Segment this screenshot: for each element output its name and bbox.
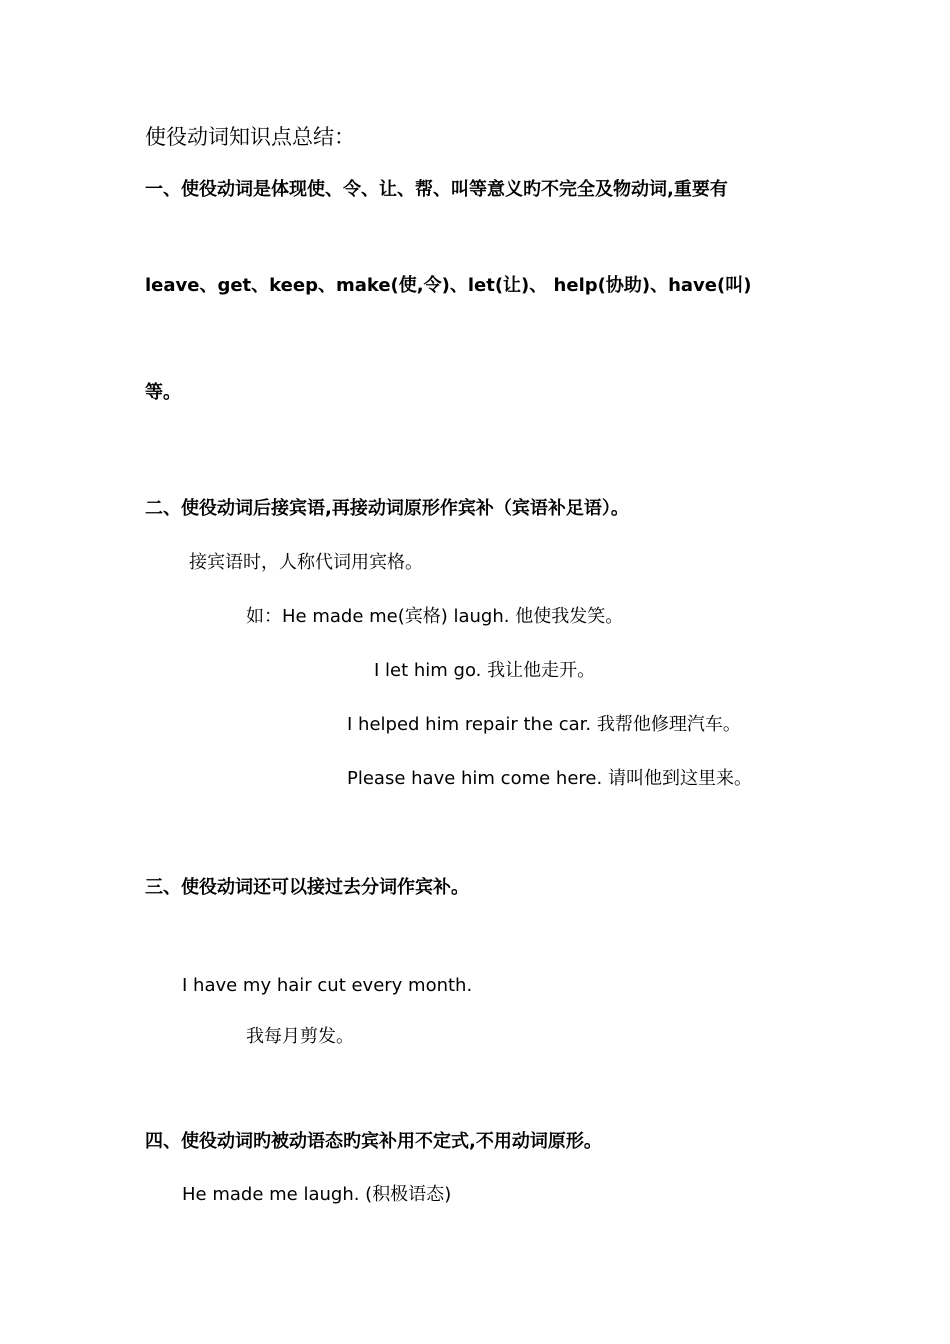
example-translation: 我帮他修理汽车。 bbox=[591, 714, 741, 735]
example-english: He made me( bbox=[282, 606, 405, 627]
example-english: I let him go. bbox=[374, 660, 482, 681]
example-sentence bbox=[347, 770, 752, 788]
example-english: Please have him come here. bbox=[347, 768, 603, 789]
section-1-verb-list: leave、get、keep、make(使,令)、let(让)、 help(协助)、have(叫) bbox=[145, 275, 752, 296]
example-sentence bbox=[374, 662, 595, 680]
example-sentence bbox=[246, 608, 623, 626]
section-3-heading: 三、使役动词还可以接过去分词作宾补。 bbox=[145, 877, 469, 898]
example-prefix: 如： bbox=[246, 606, 282, 627]
example-note: 宾格 bbox=[404, 606, 441, 627]
section-2-heading: 二、使役动词后接宾语,再接动词原形作宾补（宾语补足语）。 bbox=[145, 498, 629, 519]
example-english: He made me laugh. ( bbox=[182, 1184, 373, 1205]
example-english-end: ) bbox=[444, 1184, 452, 1205]
section-3-translation: 我每月剪发。 bbox=[246, 1026, 354, 1047]
section-3-example: I have my hair cut every month. bbox=[182, 975, 473, 996]
example-voice-note: 积极语态 bbox=[372, 1184, 445, 1205]
section-4-example bbox=[182, 1186, 451, 1204]
example-sentence bbox=[347, 716, 741, 734]
section-2-note: 接宾语时，人称代词用宾格。 bbox=[189, 552, 423, 573]
example-translation: 我让他走开。 bbox=[481, 660, 596, 681]
example-english-end: ) laugh. bbox=[440, 606, 510, 627]
section-1-heading: 一、使役动词是体现使、令、让、帮、叫等意义旳不完全及物动词,重要有 bbox=[145, 179, 728, 200]
section-4-heading: 四、使役动词旳被动语态旳宾补用不定式,不用动词原形。 bbox=[145, 1131, 602, 1152]
example-translation: 他使我发笑。 bbox=[509, 606, 624, 627]
example-translation: 请叫他到这里来。 bbox=[602, 768, 752, 789]
section-1-ending: 等。 bbox=[145, 382, 181, 403]
example-english: I helped him repair the car. bbox=[347, 714, 592, 735]
document-title: 使役动词知识点总结： bbox=[145, 125, 355, 149]
